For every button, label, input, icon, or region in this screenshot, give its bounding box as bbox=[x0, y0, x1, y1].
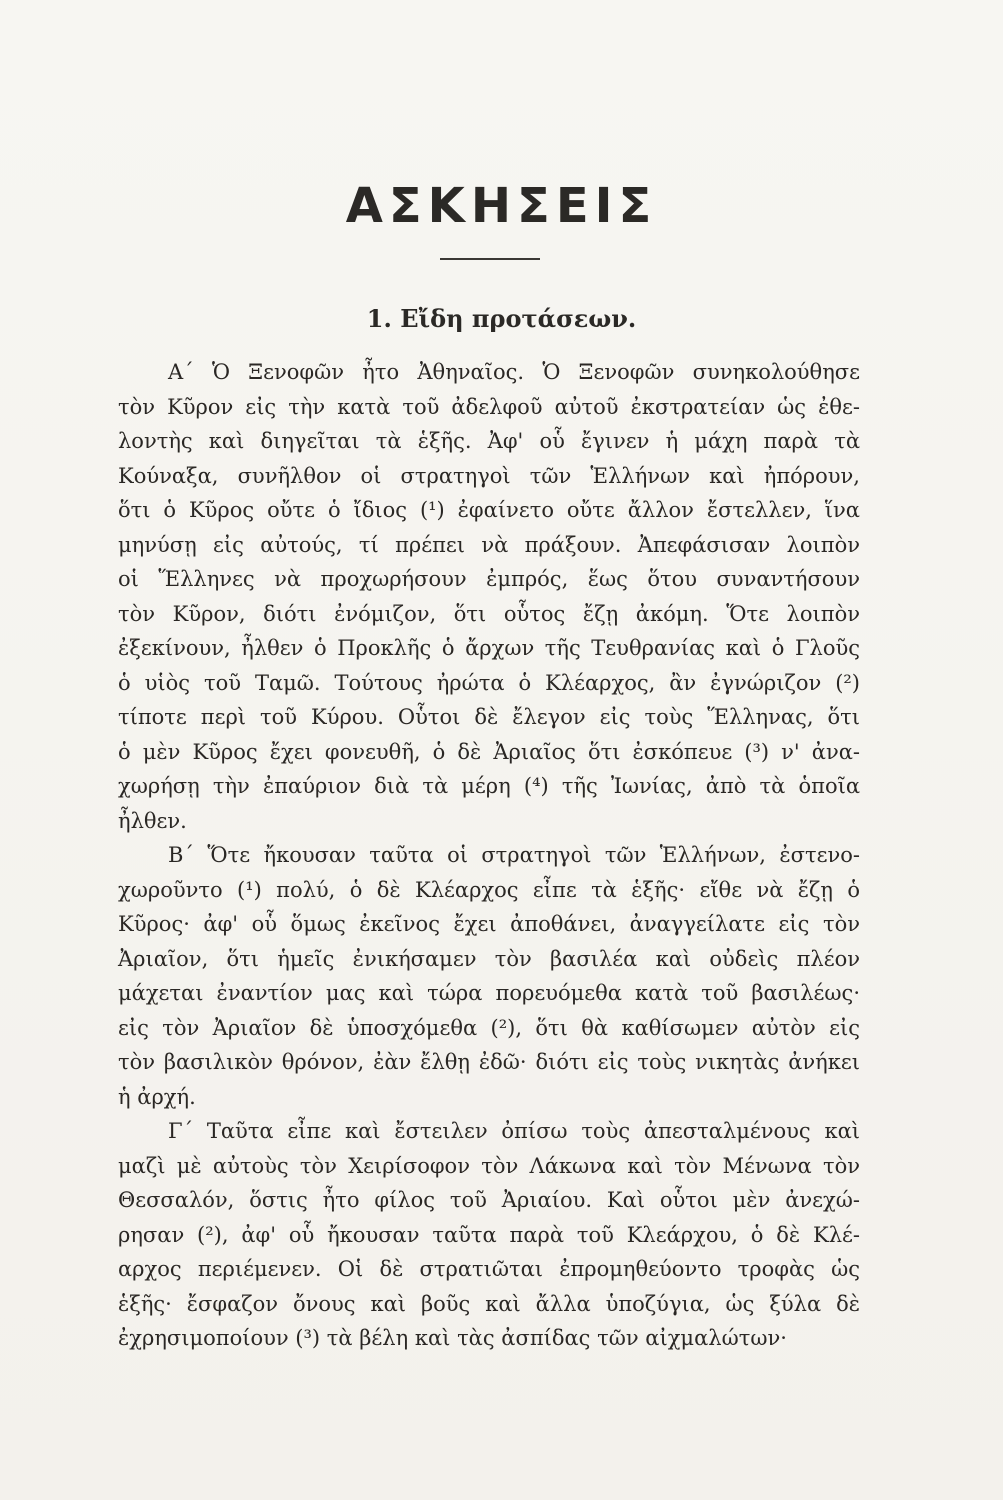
text-line: ἑξῆς· ἔσφαζον ὄνους καὶ βοῦς καὶ ἄλλα ὑποζύγια, ὡς ξύλα δὲ bbox=[118, 1291, 860, 1316]
text-line: Γ΄ Ταῦτα εἶπε καὶ ἔστειλεν ὀπίσω τοὺς ἀπεσταλμένους καὶ bbox=[168, 1119, 860, 1143]
text-line: εἰς τὸν Ἀριαῖον δὲ ὑποσχόμεθα (²), ὅτι θὰ καθίσωμεν αὐτὸν εἰς bbox=[118, 1015, 860, 1040]
text-line: τὸν Κῦρον, διότι ἐνόμιζον, ὅτι οὗτος ἔζῃ ἀκόμη. Ὅτε λοιπὸν bbox=[118, 601, 860, 626]
title-rule bbox=[440, 258, 540, 260]
text-line: Ἀριαῖον, ὅτι ἡμεῖς ἐνικήσαμεν τὸν βασιλέα καὶ οὐδεὶς πλέον bbox=[118, 946, 860, 971]
text-line: Α΄ Ὁ Ξενοφῶν ἦτο Ἀθηναῖος. Ὁ Ξενοφῶν συνηκολούθησε bbox=[168, 360, 860, 384]
text-line: ρησαν (²), ἀφ' οὗ ἤκουσαν ταῦτα παρὰ τοῦ Κλεάρχου, ὁ δὲ Κλέ- bbox=[118, 1222, 860, 1247]
text-line: Β΄ Ὅτε ἤκουσαν ταῦτα οἱ στρατηγοὶ τῶν Ἑλλήνων, ἐστενο- bbox=[168, 843, 860, 867]
text-line: οἱ Ἕλληνες νὰ προχωρήσουν ἐμπρός, ἕως ὅτου συναντήσουν bbox=[118, 567, 860, 591]
text-line: λοντὴς καὶ διηγεῖται τὰ ἑξῆς. Ἀφ' οὗ ἔγινεν ἡ μάχη παρὰ τὰ bbox=[118, 429, 860, 453]
main-title: ΑΣΚΗΣΕΙΣ bbox=[345, 178, 658, 234]
text-line: Κούναξα, συνῆλθον οἱ στρατηγοὶ τῶν Ἑλλήνων καὶ ἠπόρουν, bbox=[118, 463, 860, 488]
text-line: μηνύσῃ εἰς αὐτούς, τί πρέπει νὰ πράξουν. Ἀπεφάσισαν λοιπὸν bbox=[118, 532, 860, 557]
text-line: ὅτι ὁ Κῦρος οὔτε ὁ ἴδιος (¹) ἐφαίνετο οὔτε ἄλλον ἔστελλεν, ἵνα bbox=[118, 498, 860, 522]
paragraph-b bbox=[118, 838, 860, 1114]
section-heading: 1. Εἴδη προτάσεων. bbox=[366, 304, 637, 333]
text-line: ἦλθεν. bbox=[118, 808, 187, 833]
text-line: αρχος περιέμενεν. Οἱ δὲ στρατιῶται ἐπρομηθεύοντο τροφὰς ὡς bbox=[118, 1257, 860, 1281]
paragraph-a bbox=[118, 355, 860, 838]
text-line: χωρήσῃ τὴν ἐπαύριον διὰ τὰ μέρη (⁴) τῆς Ἰωνίας, ἀπὸ τὰ ὁποῖα bbox=[118, 774, 860, 798]
text-line: μαζὶ μὲ αὐτοὺς τὸν Χειρίσοφον τὸν Λάκωνα καὶ τὸν Μένωνα τὸν bbox=[118, 1153, 860, 1178]
text-line: ἡ ἀρχή. bbox=[118, 1084, 196, 1109]
text-line: μάχεται ἐναντίον μας καὶ τώρα πορευόμεθα κατὰ τοῦ βασιλέως· bbox=[118, 981, 860, 1005]
text-line: χωροῦντο (¹) πολύ, ὁ δὲ Κλέαρχος εἶπε τὰ ἑξῆς· εἴθε νὰ ἔζῃ ὁ bbox=[118, 877, 860, 902]
text-line: τίποτε περὶ τοῦ Κύρου. Οὗτοι δὲ ἔλεγον εἰς τοὺς Ἕλληνας, ὅτι bbox=[118, 705, 860, 729]
body-text bbox=[118, 355, 860, 1356]
text-line: τὸν Κῦρον εἰς τὴν κατὰ τοῦ ἀδελφοῦ αὐτοῦ ἐκστρατείαν ὡς ἐθε- bbox=[118, 394, 860, 419]
text-line: Θεσσαλόν, ὅστις ἦτο φίλος τοῦ Ἀριαίου. Καὶ οὗτοι μὲν ἀνεχώ- bbox=[118, 1188, 860, 1212]
text-line: ἐξεκίνουν, ἦλθεν ὁ Προκλῆς ὁ ἄρχων τῆς Τευθρανίας καὶ ὁ Γλοῦς bbox=[118, 636, 860, 660]
text-line: ὁ μὲν Κῦρος ἔχει φονευθῆ, ὁ δὲ Ἀριαῖος ὅτι ἐσκόπευε (³) ν' ἀνα- bbox=[118, 739, 860, 764]
text-line: Κῦρος· ἀφ' οὗ ὅμως ἐκεῖνος ἔχει ἀποθάνει, ἀναγγείλατε εἰς τὸν bbox=[118, 912, 860, 936]
text-line: ὁ υἱὸς τοῦ Ταμῶ. Τούτους ἠρώτα ὁ Κλέαρχος, ἂν ἐγνώριζον (²) bbox=[118, 670, 860, 695]
text-line: τὸν βασιλικὸν θρόνον, ἐὰν ἔλθῃ ἐδῶ· διότι εἰς τοὺς νικητὰς ἀνήκει bbox=[118, 1050, 860, 1074]
paragraph-c bbox=[118, 1114, 860, 1356]
text-line: ἐχρησιμοποίουν (³) τὰ βέλη καὶ τὰς ἀσπίδας τῶν αἰχμαλώτων· bbox=[118, 1326, 787, 1350]
